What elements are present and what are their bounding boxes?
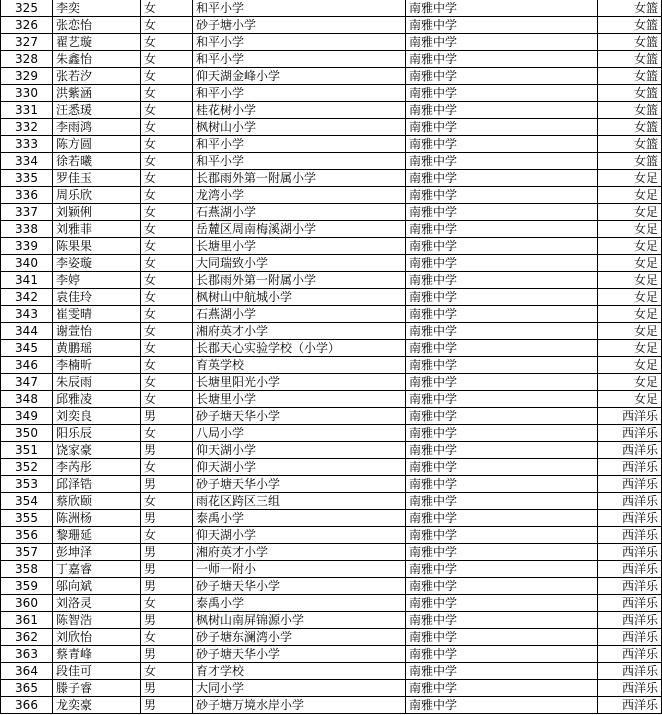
student-name-cell: 陈方圆 — [53, 136, 141, 153]
specialty-category-cell: 西洋乐 — [598, 459, 662, 476]
origin-school-cell: 龙湾小学 — [193, 187, 406, 204]
specialty-category-cell: 西洋乐 — [598, 544, 662, 561]
student-name-cell: 段佳可 — [53, 663, 141, 680]
student-name-cell: 李楠昕 — [53, 357, 141, 374]
origin-school-cell: 砂子塘万境水岸小学 — [193, 697, 406, 714]
roster-body — [1, 0, 662, 714]
student-gender-cell: 女 — [141, 238, 193, 255]
row-number-cell: 354 — [1, 493, 53, 510]
student-gender-cell: 女 — [141, 17, 193, 34]
origin-school-cell: 湘府英才小学 — [193, 323, 406, 340]
student-gender-cell: 女 — [141, 255, 193, 272]
table-row — [1, 119, 662, 136]
specialty-category-cell: 女篮 — [598, 0, 662, 17]
admitted-school-cell: 南雅中学 — [406, 476, 598, 493]
student-gender-cell: 女 — [141, 289, 193, 306]
origin-school-cell: 泰禹小学 — [193, 510, 406, 527]
specialty-category-cell: 西洋乐 — [598, 493, 662, 510]
specialty-category-cell: 女足 — [598, 204, 662, 221]
admitted-school-cell: 南雅中学 — [406, 578, 598, 595]
student-gender-cell: 女 — [141, 85, 193, 102]
admitted-school-cell: 南雅中学 — [406, 221, 598, 238]
specialty-category-cell: 西洋乐 — [598, 578, 662, 595]
row-number-cell: 344 — [1, 323, 53, 340]
student-name-cell: 李婷 — [53, 272, 141, 289]
admitted-school-cell: 南雅中学 — [406, 153, 598, 170]
origin-school-cell: 大同瑞致小学 — [193, 255, 406, 272]
admitted-school-cell: 南雅中学 — [406, 272, 598, 289]
student-name-cell: 罗佳玉 — [53, 170, 141, 187]
student-name-cell: 张若汐 — [53, 68, 141, 85]
student-gender-cell: 男 — [141, 442, 193, 459]
table-row — [1, 527, 662, 544]
admitted-school-cell: 南雅中学 — [406, 323, 598, 340]
table-row — [1, 561, 662, 578]
student-name-cell: 崔雯晴 — [53, 306, 141, 323]
student-gender-cell: 男 — [141, 408, 193, 425]
student-gender-cell: 女 — [141, 153, 193, 170]
table-row — [1, 612, 662, 629]
student-gender-cell: 男 — [141, 646, 193, 663]
table-row — [1, 340, 662, 357]
origin-school-cell: 湘府英才小学 — [193, 544, 406, 561]
table-row — [1, 544, 662, 561]
student-name-cell: 蔡青峰 — [53, 646, 141, 663]
origin-school-cell: 仰天湖小学 — [193, 527, 406, 544]
origin-school-cell: 仰天湖金峰小学 — [193, 68, 406, 85]
row-number-cell: 336 — [1, 187, 53, 204]
admitted-school-cell: 南雅中学 — [406, 493, 598, 510]
student-gender-cell: 女 — [141, 102, 193, 119]
admitted-school-cell: 南雅中学 — [406, 663, 598, 680]
row-number-cell: 358 — [1, 561, 53, 578]
row-number-cell: 329 — [1, 68, 53, 85]
student-gender-cell: 女 — [141, 459, 193, 476]
student-name-cell: 李奕 — [53, 0, 141, 17]
table-row — [1, 357, 662, 374]
student-name-cell: 刘雅菲 — [53, 221, 141, 238]
student-name-cell: 周乐欣 — [53, 187, 141, 204]
student-name-cell: 张恋怡 — [53, 17, 141, 34]
admitted-school-cell: 南雅中学 — [406, 391, 598, 408]
specialty-category-cell: 女篮 — [598, 153, 662, 170]
student-gender-cell: 女 — [141, 340, 193, 357]
student-gender-cell: 女 — [141, 170, 193, 187]
admitted-school-cell: 南雅中学 — [406, 408, 598, 425]
origin-school-cell: 雨花区跨区三组 — [193, 493, 406, 510]
student-name-cell: 刘欣怡 — [53, 629, 141, 646]
specialty-category-cell: 西洋乐 — [598, 425, 662, 442]
student-gender-cell: 男 — [141, 578, 193, 595]
student-name-cell: 彭坤泽 — [53, 544, 141, 561]
admitted-school-cell: 南雅中学 — [406, 255, 598, 272]
specialty-category-cell: 女篮 — [598, 85, 662, 102]
origin-school-cell: 长塘里小学 — [193, 391, 406, 408]
student-name-cell: 陈洲杨 — [53, 510, 141, 527]
table-row — [1, 85, 662, 102]
admitted-school-cell: 南雅中学 — [406, 459, 598, 476]
specialty-category-cell: 女篮 — [598, 17, 662, 34]
table-row — [1, 646, 662, 663]
admitted-school-cell: 南雅中学 — [406, 289, 598, 306]
row-number-cell: 328 — [1, 51, 53, 68]
row-number-cell: 340 — [1, 255, 53, 272]
admitted-school-cell: 南雅中学 — [406, 170, 598, 187]
row-number-cell: 331 — [1, 102, 53, 119]
row-number-cell: 342 — [1, 289, 53, 306]
student-gender-cell: 女 — [141, 493, 193, 510]
admitted-school-cell: 南雅中学 — [406, 510, 598, 527]
table-row — [1, 289, 662, 306]
origin-school-cell: 砂子塘天华小学 — [193, 476, 406, 493]
student-name-cell: 邱泽锆 — [53, 476, 141, 493]
admitted-school-cell: 南雅中学 — [406, 102, 598, 119]
table-row — [1, 476, 662, 493]
row-number-cell: 327 — [1, 34, 53, 51]
table-row — [1, 187, 662, 204]
table-row — [1, 153, 662, 170]
row-number-cell: 351 — [1, 442, 53, 459]
origin-school-cell: 岳麓区周南梅溪湖小学 — [193, 221, 406, 238]
student-gender-cell: 女 — [141, 663, 193, 680]
specialty-category-cell: 西洋乐 — [598, 561, 662, 578]
specialty-category-cell: 女足 — [598, 221, 662, 238]
origin-school-cell: 砂子塘东澜湾小学 — [193, 629, 406, 646]
admitted-school-cell: 南雅中学 — [406, 204, 598, 221]
table-row — [1, 374, 662, 391]
table-row — [1, 578, 662, 595]
student-gender-cell: 女 — [141, 391, 193, 408]
row-number-cell: 348 — [1, 391, 53, 408]
student-name-cell: 袁佳玲 — [53, 289, 141, 306]
student-gender-cell: 女 — [141, 374, 193, 391]
table-row — [1, 34, 662, 51]
row-number-cell: 350 — [1, 425, 53, 442]
student-name-cell: 蔡欣颐 — [53, 493, 141, 510]
table-row — [1, 204, 662, 221]
student-name-cell: 邬向斌 — [53, 578, 141, 595]
student-gender-cell: 女 — [141, 527, 193, 544]
admitted-school-cell: 南雅中学 — [406, 68, 598, 85]
student-name-cell: 徐若曦 — [53, 153, 141, 170]
table-row — [1, 680, 662, 697]
specialty-category-cell: 女足 — [598, 391, 662, 408]
row-number-cell: 339 — [1, 238, 53, 255]
student-name-cell: 刘洛灵 — [53, 595, 141, 612]
row-number-cell: 364 — [1, 663, 53, 680]
row-number-cell: 366 — [1, 697, 53, 714]
specialty-category-cell: 西洋乐 — [598, 527, 662, 544]
student-gender-cell: 女 — [141, 187, 193, 204]
row-number-cell: 353 — [1, 476, 53, 493]
admitted-school-cell: 南雅中学 — [406, 85, 598, 102]
origin-school-cell: 和平小学 — [193, 136, 406, 153]
origin-school-cell: 砂子塘天华小学 — [193, 408, 406, 425]
table-row — [1, 595, 662, 612]
row-number-cell: 334 — [1, 153, 53, 170]
student-name-cell: 翟艺璇 — [53, 34, 141, 51]
origin-school-cell: 仰天湖小学 — [193, 442, 406, 459]
origin-school-cell: 大同小学 — [193, 680, 406, 697]
row-number-cell: 343 — [1, 306, 53, 323]
origin-school-cell: 长郡天心实验学校（小学） — [193, 340, 406, 357]
row-number-cell: 362 — [1, 629, 53, 646]
specialty-category-cell: 女足 — [598, 255, 662, 272]
specialty-category-cell: 女篮 — [598, 119, 662, 136]
student-gender-cell: 女 — [141, 306, 193, 323]
origin-school-cell: 长郡雨外第一附属小学 — [193, 170, 406, 187]
student-gender-cell: 女 — [141, 221, 193, 238]
row-number-cell: 345 — [1, 340, 53, 357]
origin-school-cell: 石燕湖小学 — [193, 306, 406, 323]
specialty-category-cell: 西洋乐 — [598, 646, 662, 663]
specialty-category-cell: 女足 — [598, 357, 662, 374]
specialty-category-cell: 女足 — [598, 340, 662, 357]
origin-school-cell: 八局小学 — [193, 425, 406, 442]
student-name-cell: 黎珊延 — [53, 527, 141, 544]
admitted-school-cell: 南雅中学 — [406, 697, 598, 714]
row-number-cell: 349 — [1, 408, 53, 425]
student-gender-cell: 男 — [141, 612, 193, 629]
admitted-school-cell: 南雅中学 — [406, 306, 598, 323]
row-number-cell: 360 — [1, 595, 53, 612]
admitted-school-cell: 南雅中学 — [406, 34, 598, 51]
student-name-cell: 谢萱怡 — [53, 323, 141, 340]
admitted-school-cell: 南雅中学 — [406, 629, 598, 646]
row-number-cell: 347 — [1, 374, 53, 391]
row-number-cell: 356 — [1, 527, 53, 544]
table-row — [1, 493, 662, 510]
admitted-school-cell: 南雅中学 — [406, 187, 598, 204]
specialty-category-cell: 女足 — [598, 238, 662, 255]
table-row — [1, 306, 662, 323]
specialty-category-cell: 西洋乐 — [598, 476, 662, 493]
table-row — [1, 136, 662, 153]
student-gender-cell: 女 — [141, 34, 193, 51]
origin-school-cell: 砂子塘小学 — [193, 17, 406, 34]
specialty-category-cell: 西洋乐 — [598, 442, 662, 459]
student-name-cell: 李姿璇 — [53, 255, 141, 272]
admitted-school-cell: 南雅中学 — [406, 238, 598, 255]
table-row — [1, 221, 662, 238]
row-number-cell: 337 — [1, 204, 53, 221]
student-name-cell: 饶家豪 — [53, 442, 141, 459]
table-row — [1, 323, 662, 340]
student-gender-cell: 女 — [141, 119, 193, 136]
student-name-cell: 李雨鸿 — [53, 119, 141, 136]
origin-school-cell: 长塘里小学 — [193, 238, 406, 255]
specialty-category-cell: 女篮 — [598, 102, 662, 119]
specialty-category-cell: 女足 — [598, 187, 662, 204]
admitted-school-cell: 南雅中学 — [406, 680, 598, 697]
student-gender-cell: 女 — [141, 357, 193, 374]
table-row — [1, 442, 662, 459]
specialty-category-cell: 西洋乐 — [598, 612, 662, 629]
row-number-cell: 365 — [1, 680, 53, 697]
student-name-cell: 邱雅凌 — [53, 391, 141, 408]
origin-school-cell: 和平小学 — [193, 51, 406, 68]
row-number-cell: 363 — [1, 646, 53, 663]
table-row — [1, 170, 662, 187]
row-number-cell: 332 — [1, 119, 53, 136]
admitted-school-cell: 南雅中学 — [406, 442, 598, 459]
admitted-school-cell: 南雅中学 — [406, 51, 598, 68]
student-gender-cell: 女 — [141, 272, 193, 289]
origin-school-cell: 枫树山小学 — [193, 119, 406, 136]
table-row — [1, 408, 662, 425]
row-number-cell: 359 — [1, 578, 53, 595]
table-row — [1, 17, 662, 34]
specialty-category-cell: 西洋乐 — [598, 663, 662, 680]
table-row — [1, 102, 662, 119]
row-number-cell: 357 — [1, 544, 53, 561]
student-gender-cell: 女 — [141, 204, 193, 221]
specialty-category-cell: 女篮 — [598, 68, 662, 85]
admitted-school-cell: 南雅中学 — [406, 0, 598, 17]
student-name-cell: 黄鹏瑶 — [53, 340, 141, 357]
student-gender-cell: 女 — [141, 51, 193, 68]
specialty-category-cell: 西洋乐 — [598, 510, 662, 527]
admitted-school-cell: 南雅中学 — [406, 544, 598, 561]
origin-school-cell: 砂子塘天华小学 — [193, 578, 406, 595]
specialty-category-cell: 西洋乐 — [598, 697, 662, 714]
admitted-school-cell: 南雅中学 — [406, 357, 598, 374]
specialty-category-cell: 女篮 — [598, 51, 662, 68]
student-gender-cell: 女 — [141, 323, 193, 340]
student-gender-cell: 女 — [141, 595, 193, 612]
table-row — [1, 425, 662, 442]
origin-school-cell: 一师一附小 — [193, 561, 406, 578]
row-number-cell: 333 — [1, 136, 53, 153]
student-gender-cell: 女 — [141, 425, 193, 442]
specialty-category-cell: 女篮 — [598, 34, 662, 51]
admitted-school-cell: 南雅中学 — [406, 119, 598, 136]
origin-school-cell: 桂花树小学 — [193, 102, 406, 119]
specialty-category-cell: 西洋乐 — [598, 595, 662, 612]
student-gender-cell: 男 — [141, 544, 193, 561]
row-number-cell: 335 — [1, 170, 53, 187]
student-name-cell: 滕子睿 — [53, 680, 141, 697]
admitted-school-cell: 南雅中学 — [406, 136, 598, 153]
student-name-cell: 阳乐辰 — [53, 425, 141, 442]
student-gender-cell: 女 — [141, 0, 193, 17]
origin-school-cell: 石燕湖小学 — [193, 204, 406, 221]
specialty-category-cell: 女足 — [598, 272, 662, 289]
origin-school-cell: 枫树山中航城小学 — [193, 289, 406, 306]
origin-school-cell: 仰天湖小学 — [193, 459, 406, 476]
student-name-cell: 刘奕良 — [53, 408, 141, 425]
row-number-cell: 361 — [1, 612, 53, 629]
origin-school-cell: 育英学校 — [193, 357, 406, 374]
table-row — [1, 0, 662, 17]
specialty-category-cell: 女足 — [598, 374, 662, 391]
student-gender-cell: 女 — [141, 629, 193, 646]
row-number-cell: 341 — [1, 272, 53, 289]
admitted-school-cell: 南雅中学 — [406, 425, 598, 442]
row-number-cell: 352 — [1, 459, 53, 476]
origin-school-cell: 长塘里阳光小学 — [193, 374, 406, 391]
table-row — [1, 238, 662, 255]
row-number-cell: 330 — [1, 85, 53, 102]
origin-school-cell: 和平小学 — [193, 153, 406, 170]
admitted-school-cell: 南雅中学 — [406, 561, 598, 578]
student-gender-cell: 女 — [141, 136, 193, 153]
student-name-cell: 陈智浩 — [53, 612, 141, 629]
origin-school-cell: 和平小学 — [193, 34, 406, 51]
admitted-school-cell: 南雅中学 — [406, 612, 598, 629]
origin-school-cell: 育才学校 — [193, 663, 406, 680]
student-gender-cell: 男 — [141, 510, 193, 527]
table-row — [1, 255, 662, 272]
student-name-cell: 汪悉瑗 — [53, 102, 141, 119]
student-gender-cell: 男 — [141, 680, 193, 697]
origin-school-cell: 长郡雨外第一附属小学 — [193, 272, 406, 289]
origin-school-cell: 和平小学 — [193, 0, 406, 17]
row-number-cell: 355 — [1, 510, 53, 527]
origin-school-cell: 和平小学 — [193, 85, 406, 102]
specialty-category-cell: 女篮 — [598, 136, 662, 153]
student-name-cell: 刘颖俐 — [53, 204, 141, 221]
student-name-cell: 龙奕豪 — [53, 697, 141, 714]
student-gender-cell: 女 — [141, 68, 193, 85]
table-row — [1, 697, 662, 714]
specialty-category-cell: 女足 — [598, 323, 662, 340]
specialty-category-cell: 西洋乐 — [598, 680, 662, 697]
table-row — [1, 68, 662, 85]
row-number-cell: 326 — [1, 17, 53, 34]
table-row — [1, 272, 662, 289]
table-row — [1, 51, 662, 68]
table-row — [1, 663, 662, 680]
admitted-school-cell: 南雅中学 — [406, 527, 598, 544]
student-gender-cell: 男 — [141, 561, 193, 578]
student-name-cell: 丁嘉睿 — [53, 561, 141, 578]
specialty-category-cell: 西洋乐 — [598, 629, 662, 646]
table-row — [1, 629, 662, 646]
specialty-category-cell: 女足 — [598, 289, 662, 306]
row-number-cell: 325 — [1, 0, 53, 17]
admitted-school-cell: 南雅中学 — [406, 646, 598, 663]
student-gender-cell: 男 — [141, 697, 193, 714]
admitted-school-cell: 南雅中学 — [406, 595, 598, 612]
student-name-cell: 朱鑫怡 — [53, 51, 141, 68]
row-number-cell: 338 — [1, 221, 53, 238]
origin-school-cell: 泰禹小学 — [193, 595, 406, 612]
origin-school-cell: 枫树山南屏锦源小学 — [193, 612, 406, 629]
table-row — [1, 510, 662, 527]
student-name-cell: 朱辰雨 — [53, 374, 141, 391]
admitted-school-cell: 南雅中学 — [406, 340, 598, 357]
student-name-cell: 李芮彤 — [53, 459, 141, 476]
row-number-cell: 346 — [1, 357, 53, 374]
table-row — [1, 459, 662, 476]
student-name-cell: 陈果果 — [53, 238, 141, 255]
origin-school-cell: 砂子塘天华小学 — [193, 646, 406, 663]
table-row — [1, 391, 662, 408]
admitted-school-cell: 南雅中学 — [406, 17, 598, 34]
student-name-cell: 洪紫涵 — [53, 85, 141, 102]
specialty-category-cell: 西洋乐 — [598, 408, 662, 425]
specialty-category-cell: 女足 — [598, 306, 662, 323]
specialty-category-cell: 女足 — [598, 170, 662, 187]
admitted-school-cell: 南雅中学 — [406, 374, 598, 391]
student-gender-cell: 男 — [141, 476, 193, 493]
